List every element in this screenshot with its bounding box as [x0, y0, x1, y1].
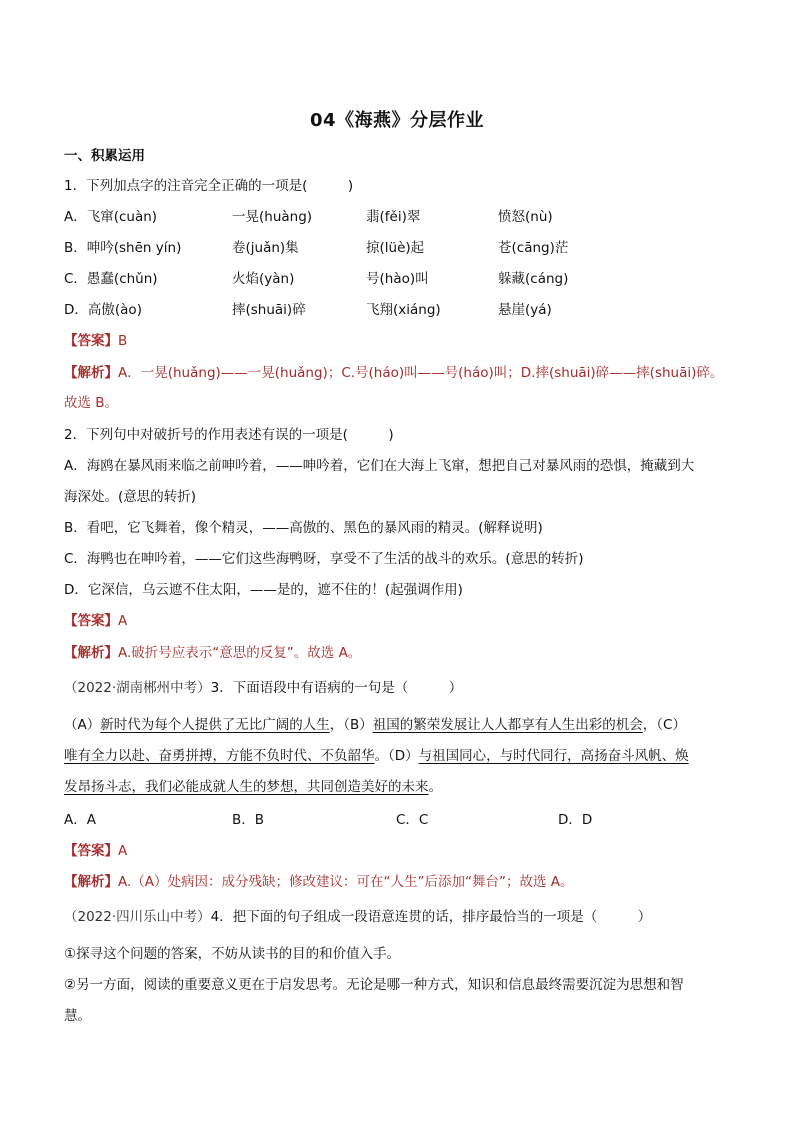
q2-option-a-cont: 海深处。(意思的转折) [64, 489, 197, 505]
sentence-c: 唯有全力以赴、奋勇拼搏，方能不负时代、不负韶华 [64, 748, 375, 764]
q2-option-d: D．它深信，乌云遮不住太阳，——是的，遮不住的！(起强调作用) [64, 582, 463, 598]
label-a: （A） [64, 717, 101, 733]
q1-option-c-2: 火焰(yàn) [232, 271, 295, 287]
q3-stem-line [64, 678, 462, 698]
sentence-b: 祖国的繁荣发展让人人都享有人生出彩的机会 [372, 717, 643, 733]
page-title: 04《海燕》分层作业 [309, 110, 485, 131]
q1-option-a-3: 翡(fěi)翠 [366, 209, 421, 225]
q4-stem: 4．把下面的句子组成一段语意连贯的话，排序最恰当的一项是（ ） [210, 909, 652, 925]
q2-stem: 2．下列句中对破折号的作用表述有误的一项是( ) [64, 427, 394, 443]
answer-label: 【答案】 [64, 613, 118, 629]
q1-option-a-1: A．飞窜(cuàn) [64, 209, 158, 225]
answer-value: A [118, 613, 128, 629]
q3-option-d: D．D [558, 812, 593, 828]
q1-analysis [64, 363, 723, 383]
q1-option-c-4: 躲藏(cáng) [498, 271, 569, 287]
q1-option-a-4: 愤怒(nù) [498, 209, 553, 225]
q1-option-d-2: 摔(shuāi)碎 [232, 302, 306, 318]
sentence-a: 新时代为每个人提供了无比广阔的人生 [100, 717, 330, 733]
q1-option-d-3: 飞翔(xiáng) [366, 302, 441, 318]
analysis-text: A.（A）处病因：成分残缺；修改建议：可在“人生”后添加“舞台”；故选 A。 [118, 874, 574, 890]
analysis-text: A.破折号应表示“意思的反复”。故选 A。 [118, 645, 362, 661]
analysis-text: A．一晃(huǎng)——一晃(huǎng)；C.号(háo)叫——号(háo)叫；D.摔(shuāi)碎——摔(shuāi)碎。 [118, 365, 724, 381]
period: 。 [428, 779, 442, 795]
q1-answer [64, 331, 127, 351]
q4-sentence-2: ②另一方面，阅读的重要意义更在于启发思考。无论是哪一种方式，知识和信息最终需要沉淀为思想和智 [64, 977, 684, 993]
answer-value: B [118, 333, 128, 349]
answer-label: 【答案】 [64, 843, 118, 859]
q1-option-b-2: 卷(juǎn)集 [232, 240, 299, 256]
q3-option-c: C．C [396, 812, 429, 828]
q3-passage-line-2 [64, 746, 689, 766]
q3-source: （2022·湖南郴州中考） [64, 680, 211, 696]
sentence-d-cont: 发昂扬斗志，我们必能成就人生的梦想，共同创造美好的未来 [64, 779, 429, 795]
q1-option-d-1: D．高傲(ào) [64, 302, 142, 318]
q3-option-b: B．B [232, 812, 265, 828]
answer-value: A [118, 843, 128, 859]
q4-sentence-1: ①探寻这个问题的答案，不妨从读书的目的和价值入手。 [64, 946, 401, 962]
q1-option-b-1: B．呻吟(shēn yín) [64, 240, 182, 256]
analysis-label: 【解析】 [64, 645, 118, 661]
q3-passage-line-3 [64, 777, 442, 797]
q1-option-d-4: 悬崖(yá) [498, 302, 552, 318]
label-d: 。（D） [374, 748, 419, 764]
q1-option-b-3: 掠(lüè)起 [366, 240, 425, 256]
q2-option-a: A．海鸥在暴风雨来临之前呻吟着，——呻吟着，它们在大海上飞窜，想把自己对暴风雨的恐惧，掩藏到大 [64, 458, 695, 474]
q4-sentence-2-cont: 慧。 [64, 1008, 91, 1024]
q3-passage-line-1 [64, 715, 686, 735]
q2-analysis [64, 643, 361, 663]
q3-stem: 3．下面语段中有语病的一句是（ ） [210, 680, 463, 696]
q4-source: （2022·四川乐山中考） [64, 909, 211, 925]
q3-option-a: A．A [64, 812, 96, 828]
q2-option-c: C．海鸭也在呻吟着，——它们这些海鸭呀，享受不了生活的战斗的欢乐。(意思的转折) [64, 551, 584, 567]
q1-option-a-2: 一晃(huàng) [232, 209, 313, 225]
q1-analysis-cont: 故选 B。 [64, 395, 119, 411]
q1-stem: 1．下列加点字的注音完全正确的一项是( ) [64, 178, 354, 194]
answer-label: 【答案】 [64, 333, 118, 349]
sentence-d: 与祖国同心，与时代同行，高扬奋斗风帆、焕 [418, 748, 689, 764]
q1-option-c-3: 号(hào)叫 [366, 271, 429, 287]
q2-answer [64, 611, 127, 631]
label-b: ，（B） [329, 717, 373, 733]
q1-option-b-4: 苍(cāng)茫 [498, 240, 569, 256]
q3-analysis [64, 872, 574, 892]
label-c: ，（C） [642, 717, 686, 733]
q1-option-c-1: C．愚蠢(chǔn) [64, 271, 158, 287]
section-heading: 一、积累运用 [64, 148, 145, 164]
q4-stem-line [64, 907, 651, 927]
q3-answer [64, 841, 127, 861]
q2-option-b: B．看吧，它飞舞着，像个精灵，——高傲的、黑色的暴风雨的精灵。(解释说明) [64, 520, 543, 536]
analysis-label: 【解析】 [64, 365, 118, 381]
analysis-label: 【解析】 [64, 874, 118, 890]
